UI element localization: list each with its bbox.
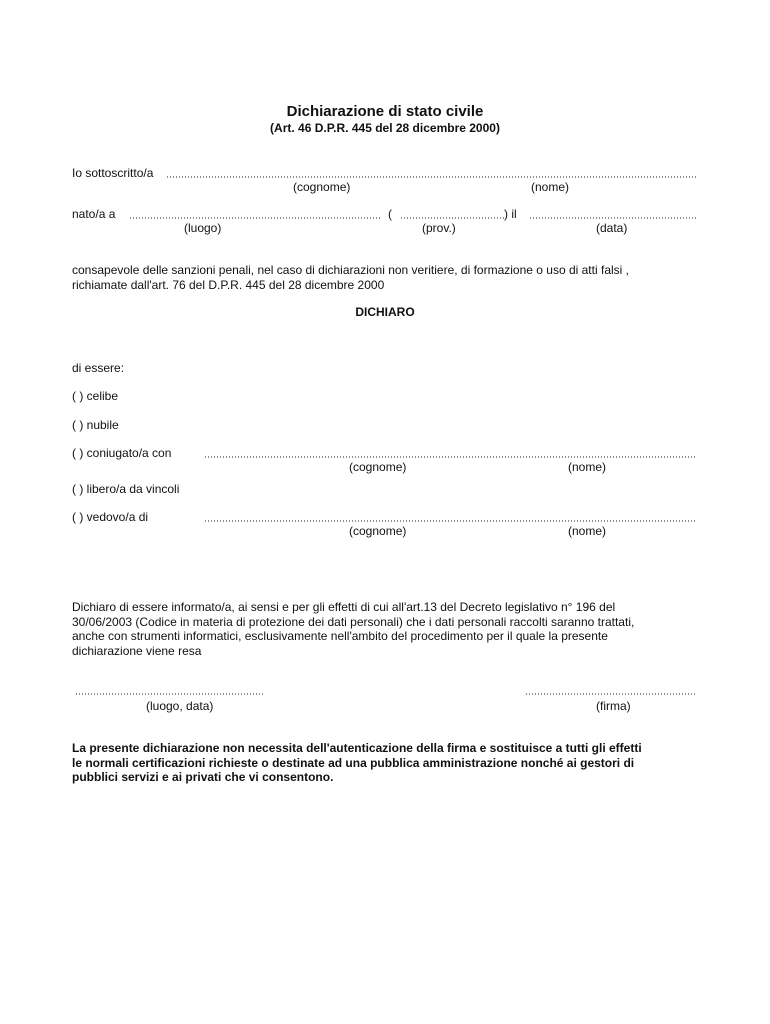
- authentication-note: [72, 741, 642, 785]
- status-intro: di essere:: [72, 361, 125, 375]
- spouse-name-field[interactable]: [204, 456, 696, 458]
- signature-field[interactable]: [525, 693, 696, 695]
- declarant-name-field[interactable]: [166, 176, 696, 178]
- province-caption: (prov.): [422, 221, 456, 235]
- born-label: nato/a a: [72, 207, 116, 221]
- privacy-line-1: Dichiaro di essere informato/a, ai sensi e per gli effetti di cui all'art.13 del Decreto legislativo n° 196 del: [72, 600, 616, 614]
- place-date-caption: (luogo, data): [146, 699, 214, 713]
- surname-caption: (cognome): [293, 180, 351, 194]
- spouse-name-caption: (nome): [568, 460, 607, 474]
- note-line-2: le normali certificazioni richieste o destinate ad una pubblica amministrazione nonché ai gestori di: [72, 755, 635, 770]
- option-celibe[interactable]: ( ) celibe: [72, 389, 119, 403]
- note-line-1: La presente dichiarazione non necessita dell'autenticazione della firma e sostituisce a tutti gli effetti: [72, 741, 642, 755]
- place-date-field[interactable]: [75, 693, 265, 695]
- declare-heading: DICHIARO: [355, 305, 415, 319]
- late-spouse-name-caption: (nome): [568, 524, 607, 538]
- late-spouse-surname-caption: (cognome): [349, 524, 407, 538]
- option-vedovo[interactable]: ( ) vedovo/a di: [72, 510, 149, 524]
- awareness-line-2: richiamate dall'art. 76 del D.P.R. 445 del 28 dicembre 2000: [72, 277, 385, 292]
- name-caption: (nome): [531, 180, 570, 194]
- privacy-line-3: anche con strumenti informatici, esclusivamente nell'ambito del procedimento per il quale la presente: [72, 629, 608, 643]
- note-line-3: pubblici servizi e ai privati che vi consentono.: [72, 770, 334, 784]
- birth-place-field[interactable]: [129, 217, 380, 219]
- place-caption: (luogo): [184, 221, 222, 235]
- birth-date-field[interactable]: [529, 217, 696, 219]
- late-spouse-name-field[interactable]: [204, 520, 696, 522]
- document-subtitle: (Art. 46 D.P.R. 445 del 28 dicembre 2000): [270, 121, 500, 135]
- province-open-paren: (: [388, 207, 392, 221]
- awareness-line-1: consapevole delle sanzioni penali, nel caso di dichiarazioni non veritiere, di formazione o uso di atti falsi ,: [72, 263, 629, 277]
- declarant-intro-label: Io sottoscritto/a: [72, 166, 154, 180]
- document-title: Dichiarazione di stato civile: [286, 103, 484, 120]
- option-libero[interactable]: ( ) libero/a da vincoli: [72, 482, 180, 496]
- awareness-paragraph: [72, 263, 629, 292]
- privacy-line-2: 30/06/2003 (Codice in materia di protezione dei dati personali) che i dati personali raccolti saranno trattati,: [72, 614, 635, 629]
- province-close-paren-il: ) il: [504, 207, 517, 221]
- privacy-line-4: dichiarazione viene resa: [72, 643, 202, 658]
- privacy-paragraph: [72, 600, 634, 658]
- date-caption: (data): [596, 221, 628, 235]
- spouse-surname-caption: (cognome): [349, 460, 407, 474]
- option-nubile[interactable]: ( ) nubile: [72, 418, 119, 432]
- birth-province-field[interactable]: [400, 217, 504, 219]
- signature-caption: (firma): [596, 699, 631, 713]
- option-coniugato[interactable]: ( ) coniugato/a con: [72, 446, 172, 460]
